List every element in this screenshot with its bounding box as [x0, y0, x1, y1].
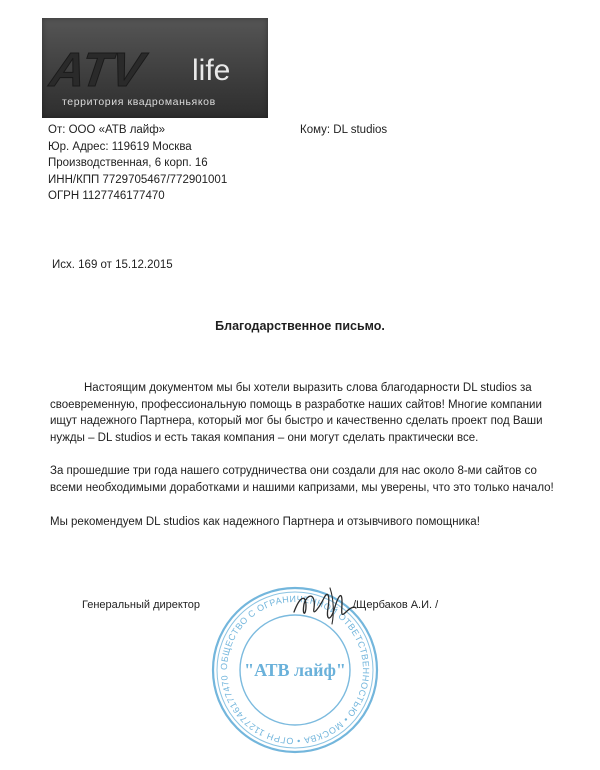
sender-name: От: ООО «АТВ лайф» [48, 124, 166, 136]
logo-suffix: life [192, 54, 231, 87]
signer-name: /Щербаков А.И. / [353, 599, 439, 611]
letter-title: Благодарственное письмо. [215, 319, 385, 333]
handwritten-signature [290, 586, 360, 626]
sender-address: Юр. Адрес: 119619 Москва [48, 140, 192, 153]
paragraph-1-text: Настоящим документом мы бы хотели выразить слова благодарности DL studios за своевременную, профессиональную помощь в разработке наших сайтов! Многие компании ищут надежного Партнера, который мог бы быстро и качественно сделать проект под Ваши нужды – DL studios и есть такая компания – они могут сделать практически все. [50, 382, 543, 444]
logo-tagline: территория квадроманьяков [62, 96, 216, 108]
paragraph-1 [50, 380, 566, 446]
director-title: Генеральный директор [82, 599, 200, 611]
outgoing-number: Исх. 169 от 15.12.2015 [52, 259, 173, 271]
stamp-ring-text: ОБЩЕСТВО С ОГРАНИЧЕННОЙ ОТВЕТСТВЕННОСТЬЮ • МОСКВА • ОГРН 1127746177470 [218, 593, 372, 747]
sender-inn-kpp: ИНН/КПП 7729705467/772901001 [48, 173, 228, 186]
sender-details [48, 122, 227, 205]
company-logo [42, 18, 268, 118]
paragraph-2 [50, 463, 566, 496]
sender-ogrn: ОГРН 1127746177470 [48, 190, 165, 202]
stamp-center-text: "АТВ лайф" [244, 660, 346, 680]
logo-brand: ATV [46, 43, 147, 97]
paragraph-3-text: Мы рекомендуем DL studios как надежного Партнера и отзывчивого помощника! [50, 516, 480, 528]
logo-graphic [42, 18, 268, 118]
sender-street: Производственная, 6 корп. 16 [48, 157, 208, 169]
recipient: Кому: DL studios [300, 124, 388, 136]
paragraph-3 [50, 514, 566, 531]
paragraph-2-text: За прошедшие три года нашего сотрудничества они создали для нас около 8-ми сайтов со всеми необходимыми доработками и нашими капризами, мы уверены, что это только начало! [50, 465, 554, 494]
